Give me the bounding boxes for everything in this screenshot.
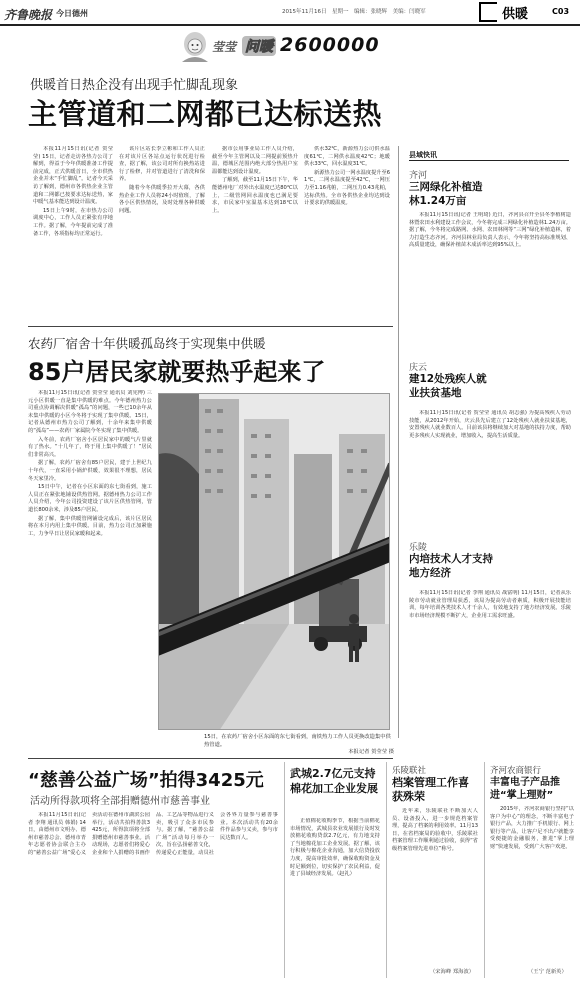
- article4-divider: [284, 762, 285, 978]
- category-bracket-icon: [479, 2, 497, 22]
- pipeline-construction-photo: [159, 394, 390, 730]
- article1-bottom-rule: [28, 326, 393, 327]
- article4-headline: 武城2.7亿元支持棉花加工企业发展: [290, 767, 378, 795]
- photo-caption: 15日，在农药厂宿舍小区东面的东七街看到，南铁热力工作人员更换改造集中供热管道。 本报记者 贺莹莹 摄: [204, 734, 394, 755]
- article6-divider: [484, 762, 485, 978]
- article5-credit: （宋海峰 郑海波）: [430, 969, 475, 975]
- sidebar-label-rule: [409, 160, 569, 161]
- side-item1-body: 本报11月15日讯(记者 王明琦) 近日，齐河县召开全县冬季植树造林暨农田水利建设工作会议，今冬将完成三网绿化补植造林1.24万亩。据了解，今冬将完成路网、水网、农田林网等“三网”绿化补植造林，着力打造生态齐河。齐河县林业局负责人表示，今年将坚持高标准规划、高质量建设，确保补植苗木成活率达到95%以上。: [409, 212, 571, 249]
- article5-bank: 乐陵联社: [392, 766, 427, 776]
- masthead: [0, 0, 580, 26]
- side-item2-place: 庆云: [409, 363, 428, 373]
- side-item3-body: 本报11月15日讯(记者 李翔 通讯员 战富明) 11月15日，记者从乐陵市劳动就业管理局获悉，该局为提高劳动者素质，积极开展技能培训，每年培训各类技术人才千余人，有效地支持了地方经济发展。乐陵市市场经济规模不断扩大，企业用工需求旺盛。: [409, 590, 571, 619]
- article2-kicker: 农药厂宿舍十年供暖孤岛终于实现集中供暖: [28, 336, 266, 351]
- article5-divider: [386, 762, 387, 978]
- girl-avatar-icon: [178, 30, 212, 62]
- article6-bank: 齐河农商银行: [490, 766, 542, 776]
- article1-headline: 主管道和二网都已达标送热: [28, 97, 383, 131]
- article2-body: 本报11月15日讯(记者 贺莹莹 通讯员 刘宪博) 三元小区供暖一直是集中供暖的难点。今年德州热力公司重点协调解决供暖“孤岛”的问题，一些已10余年从未集中供暖的小区今冬将于实现了集中供暖。15日，记者从德州市热力公司了解到，十余年来集中供暖的“孤岛”——农药厂家属院今冬实现了集中供暖。 入冬前，农药厂宿舍小区居民家中的暖气片里就有了热水。“十几年了，终于用上集中供暖了！”居民们非常高兴。 据了解，农药厂宿舍有85户居民，建于上世纪九十年代，一直采用小锅炉供暖，效果很不理想，居民冬天家里冷。 15日中午，记者在小区东面的东七街看到，施工人员正在紧张地铺设供热管网。据德州热力公司工作人员介绍，今年公司投资建设了该片区供热管网，管道长800余米，涉及85户居民。 据了解，集中供暖管网铺设完成后，该片区居民将在本月内用上集中供暖。目前，热力公司正加紧施工，力争早日让居民家暖和起来。: [28, 390, 152, 537]
- category-label: 供暖: [502, 7, 529, 22]
- masthead-rule: [0, 24, 580, 26]
- article3-body: 本报11月15日讯(记者 李翔 通讯员 韩娟) 14日，由德州市文明办、德州市慈善总会、德州市青年志愿者协会联合主办的“慈善公益广场”爱心义卖活动在德州市湖滨公园举行，活动共拍得善款3425元，所得款项将全部捐赠德州市慈善事业。活动现场，志愿者们将爱心企业和个人捐赠的书画作品、工艺品等物品进行义卖，吸引了众多市民参与。据了解，“慈善公益广场”活动每月举办一次，旨在弘扬慈善文化，传递爱心正能量，动员社会各界力量参与慈善事业。本次活动共有20余件作品参与义卖，参与市民达数百人。: [28, 812, 278, 856]
- banner: [178, 30, 438, 62]
- page-number: C03: [552, 7, 570, 16]
- article1-col3: 据市公用事业局工作人员介绍，截至今年主管网以及二网提前预热升温，德城区范围内绝大部分热用户室温都能达到设计温度。 了解到，截至11月15日下午，华能德州电厂对外出水温度已达80℃以上，二级管网回水温度也已满足要求，市民家中室温基本达到18℃以上。: [212, 146, 298, 214]
- banner-phone: 2600000: [280, 34, 380, 56]
- sidebar: [398, 146, 574, 738]
- article2-bottom-rule: [28, 758, 393, 759]
- article5-body: 近年来，乐陵联社不断加大人员、设备投入，进一步规范档案管理，提高了档案的利用效率。11月13日，在省档案局的验收中，乐陵联社档案管理工作顺利通过验收，获得“省级档案管理先进单位”称号。: [392, 808, 478, 852]
- article4-body: 正值棉花收购季节，根据当前棉花市场情况，武城县农业发展银行及时发放棉花收购贷款2.7亿元，有力地支持了当地棉花加工企业发展。据了解，该行积极与棉花企业沟通，加大信贷投放力度，提高审批效率，确保收购资金及时足额到位，切实保护了农民利益，促进了县域经济发展。（赵礼）: [290, 818, 380, 878]
- article3-deck: 活动所得款项将全部捐赠德州市慈善事业: [30, 796, 210, 807]
- side-item2-body: 本报11月15日讯(记者 贺莹莹 通讯员 胡志强) 为提高残疾人劳动技能，从2012年开始，庆云县先后建立了12处残疾人就业扶贫基地，安置残疾人就业数百人。目前该县将继续加大对基地的扶持力度，帮助更多残疾人实现就业，增加收入，提高生活质量。: [409, 410, 571, 439]
- banner-word: 问暖: [242, 36, 276, 56]
- banner-prefix: 莹莹: [212, 40, 237, 54]
- article5-headline: 档案管理工作喜获殊荣: [392, 776, 469, 803]
- side-item1-place: 齐河: [409, 171, 428, 181]
- article1-col2: 该片区站长李立彬和工作人员正在对该片区各站点运行状况进行检查，据了解，该公司对所有换热站进行了检修，并对管道进行了清洗和保养。 随着今冬供暖季拉开大幕，各供热企业工作人员将24小时值班，了解各小区供热情况，及时处理各种供暖问题。: [119, 146, 205, 214]
- article1-kicker: 供暖首日热企没有出现手忙脚乱现象: [30, 78, 239, 93]
- sidebar-label: 县域快讯: [409, 151, 437, 159]
- paper-logo: 齐鲁晚报: [4, 8, 53, 22]
- side-item1-title: 三网绿化补植造林1.24万亩: [409, 181, 483, 207]
- article6-credit: （王宁 范新英）: [528, 969, 567, 975]
- section-tag: 今日德州: [56, 9, 88, 18]
- news-photo: [158, 393, 390, 730]
- article2-headline: 85户居民家就要热乎起来了: [28, 358, 326, 386]
- side-item3-place: 乐陵: [409, 543, 428, 553]
- article3-headline: “慈善公益广场”拍得3425元: [28, 770, 264, 791]
- article6-body: 2015年，齐河农商银行坚持“以客户为中心”的理念，不断丰富电子银行产品，大力推广手机银行、网上银行等产品，让客户足不出户就能享受便捷的金融服务，推进“掌上理财”快速发展，受到广大客户欢迎。: [490, 806, 574, 850]
- article1-col1: 本报11月15日讯(记者 贺莹莹) 15日，记者走访各热力公司了解到，得益于今年供暖准备工作提前完成，正式供暖首日，全市供热企业并未“手忙脚乱”。记者今天采访了解到，德州市各供热企业主管道和二网都已按要求达标送热，家中暖气基本能达到设计温度。 15日上午9时，在市热力公司调度中心，工作人员正紧张有序地工作。据了解，今年提前完成了准备工作，各项指标均正常运行。: [33, 146, 113, 237]
- side-item3-title: 内培技术人才支持地方经济: [409, 553, 493, 579]
- article1-col4: 供水32℃，新源热力公司供水温度61℃，二网供水温度42℃；地暖供水33℃，回水温度31℃。 新源热力公司一网水温度提升至61℃，二网水温度提至42℃，一网压力至1.16兆帕，二网压力0.43兆帕，达标供热。全市各供热企业均达到设计要求的供暖温度。: [304, 146, 390, 207]
- side-item2-title: 建12处残疾人就业扶贫基地: [409, 373, 487, 399]
- masthead-info: 2015年11月16日 星期一 编辑：张晓辉 美编：闫晓军: [282, 9, 426, 15]
- article6-headline: 丰富电子产品推进“掌上理财”: [490, 777, 560, 801]
